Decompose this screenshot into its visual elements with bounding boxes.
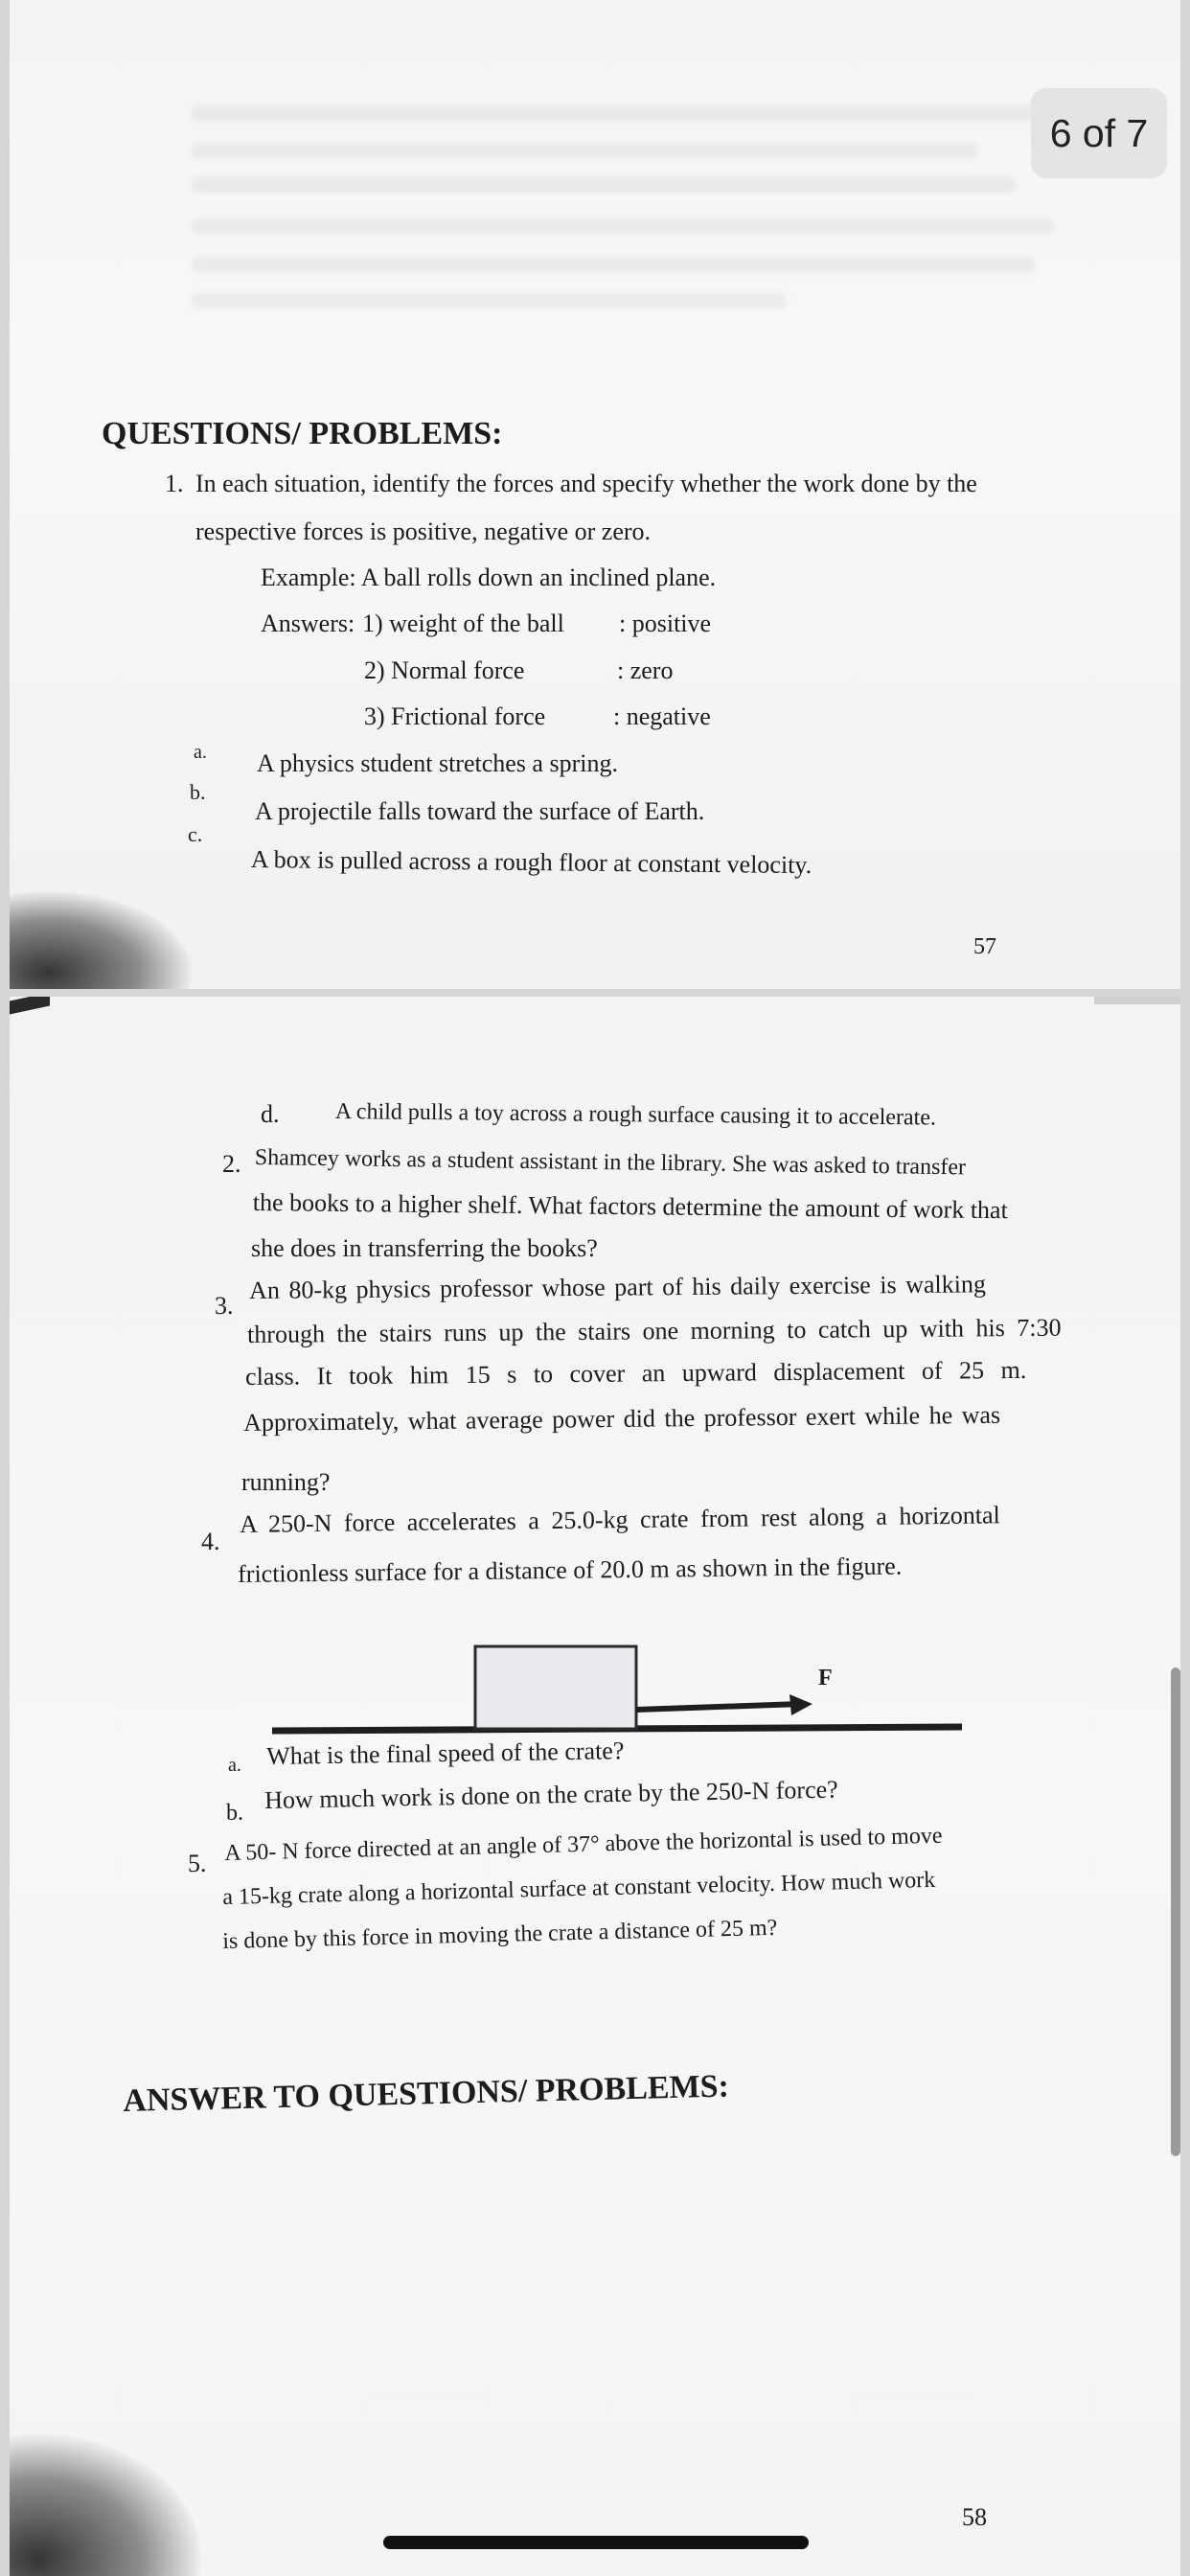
answer-section-title: ANSWER TO QUESTIONS/ PROBLEMS: [122, 2068, 730, 2119]
question-number: 1. [165, 470, 184, 497]
question-text: Approximately, what average power did the professor exert while he was [242, 1400, 1001, 1437]
part-letter: a. [228, 1755, 241, 1776]
question-text: running? [241, 1468, 331, 1496]
bleed-through-text [192, 105, 1054, 121]
question-text: respective forces is positive, negative or zero. [195, 518, 652, 545]
page-corner-fold [10, 997, 50, 1014]
item-letter: b. [190, 780, 206, 804]
question-text: through the stairs runs up the stairs one morning to catch up with his 7:30 [246, 1313, 1062, 1348]
item-text: A physics student stretches a spring. [257, 749, 618, 777]
bleed-through-text [192, 218, 1054, 234]
item-text: A child pulls a toy across a rough surface causing it to accelerate. [334, 1099, 937, 1131]
bleed-through-text [192, 293, 786, 309]
page-counter: 6 of 7 [1031, 88, 1167, 178]
question-text: In each situation, identify the forces and specify whether the work done by the [195, 470, 977, 497]
question-text: Shamcey works as a student assistant in the library. She was asked to transfer [254, 1145, 967, 1181]
item-letter: a. [194, 742, 207, 763]
question-text: A 250-N force accelerates a 25.0-kg crate from rest along a horizontal [239, 1501, 1000, 1538]
item-letter: c. [188, 822, 203, 846]
question-number: 4. [201, 1528, 220, 1555]
bleed-through-text [192, 144, 977, 159]
bleed-through-text [192, 257, 1035, 272]
page-number: 58 [962, 2503, 987, 2531]
answer-result: : positive [619, 610, 712, 637]
corner-shadow [10, 891, 192, 989]
document-page-58 [10, 997, 1180, 2576]
question-number: 3. [215, 1292, 234, 1320]
document-page-57 [10, 0, 1180, 989]
answer-result: : negative [613, 702, 711, 730]
part-text: What is the final speed of the crate? [265, 1736, 625, 1770]
page-edge [1094, 997, 1180, 1004]
crate-force-figure [259, 1610, 968, 1754]
question-text: she does in transferring the books? [251, 1234, 598, 1262]
question-number: 5. [188, 1850, 207, 1877]
scrollbar[interactable] [1171, 1668, 1180, 2156]
home-indicator[interactable] [383, 2536, 809, 2549]
answer-force: 1) weight of the ball [362, 610, 564, 637]
crate-box [475, 1646, 636, 1729]
question-text: An 80-kg physics professor whose part of his daily exercise is walking [248, 1270, 987, 1304]
question-number: 2. [222, 1150, 241, 1178]
part-text: How much work is done on the crate by the 250-N force? [263, 1775, 838, 1814]
question-text: A 50- N force directed at an angle of 37° above the horizontal is used to move [223, 1823, 943, 1866]
answer-force: 2) Normal force [364, 656, 525, 684]
item-letter: d. [261, 1100, 280, 1128]
part-letter: b. [226, 1801, 243, 1826]
question-text: is done by this force in moving the crate a distance of 25 m? [221, 1915, 778, 1954]
question-text: class. It took him 15 s to cover an upward displacement of 25 m. [244, 1355, 1027, 1391]
example-text: Example: A ball rolls down an inclined plane. [261, 564, 717, 591]
question-text: frictionless surface for a distance of 20.0 m as shown in the figure. [237, 1552, 903, 1588]
page-number: 57 [973, 934, 996, 959]
section-title: QUESTIONS/ PROBLEMS: [102, 416, 503, 451]
item-text: A projectile falls toward the surface of Earth. [255, 797, 705, 825]
bleed-through-text [192, 177, 1016, 193]
question-text: a 15-kg crate along a horizontal surface at constant velocity. How much work [221, 1867, 936, 1910]
question-text: the books to a higher shelf. What factors determine the amount of work that [252, 1188, 1008, 1225]
force-arrow-head [790, 1694, 812, 1715]
force-arrow-shaft [636, 1704, 801, 1710]
corner-shadow [10, 2434, 201, 2576]
item-text: A box is pulled across a rough floor at constant velocity. [250, 845, 812, 880]
answers-label: Answers: [261, 610, 355, 637]
force-label: F [818, 1666, 833, 1690]
answer-force: 3) Frictional force [364, 702, 546, 730]
answer-result: : zero [617, 656, 674, 684]
